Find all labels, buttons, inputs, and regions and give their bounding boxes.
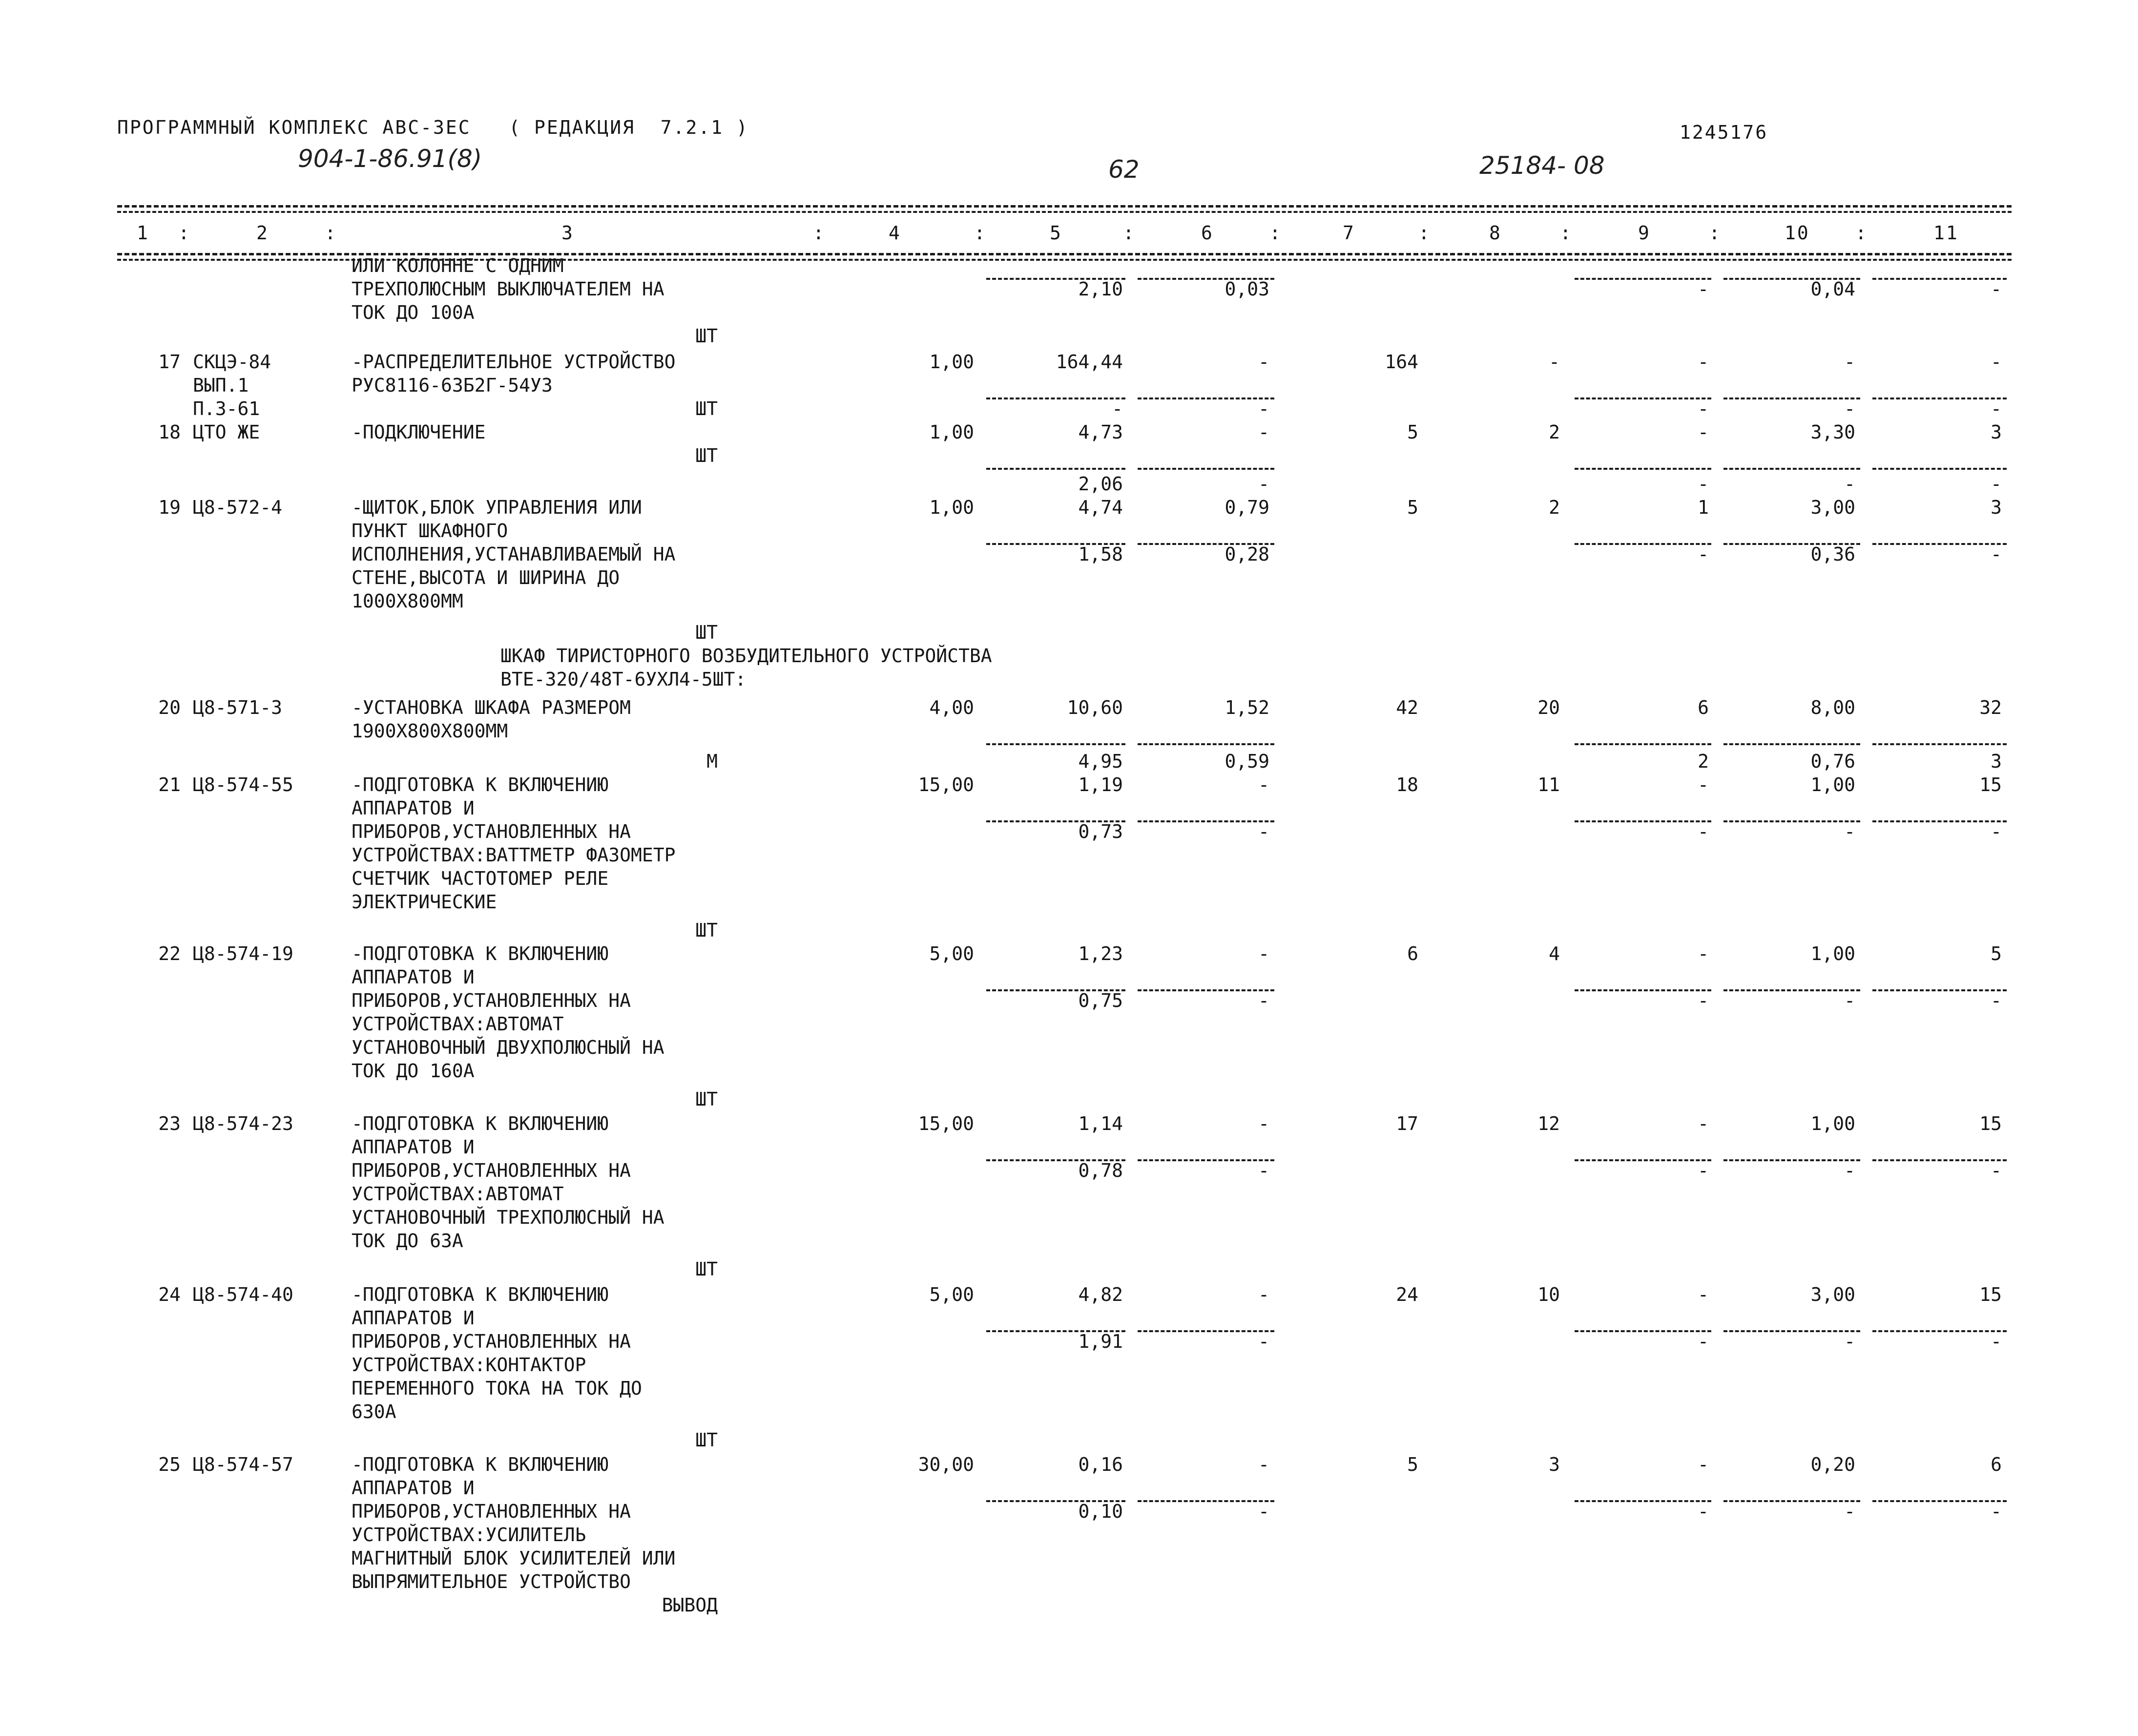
cell-c11: - bbox=[1991, 473, 2002, 495]
cell-c11: 15 bbox=[1979, 1113, 2002, 1134]
column-number: 1 bbox=[137, 222, 149, 244]
column-separator: : bbox=[325, 222, 337, 244]
cell-c11: - bbox=[1991, 1331, 2002, 1352]
cell-c1: 23 bbox=[158, 1113, 181, 1134]
cell-c11: - bbox=[1991, 278, 2002, 300]
cell-c1: 19 bbox=[158, 497, 181, 518]
cell-c11: - bbox=[1991, 1160, 2002, 1181]
cell-c5: 1,58 bbox=[1078, 544, 1123, 565]
cell-c3: ПРИБОРОВ,УСТАНОВЛЕННЫХ НА bbox=[352, 1501, 631, 1522]
cell-c3: -ПОДГОТОВКА К ВКЛЮЧЕНИЮ bbox=[352, 774, 609, 795]
cell-c3: 1000Х800ММ bbox=[352, 590, 463, 612]
cell-underline bbox=[1723, 1159, 1860, 1161]
cell-c11: 15 bbox=[1979, 774, 2002, 795]
cell-underline bbox=[1138, 1500, 1274, 1502]
unit-label: ВЫВОД bbox=[662, 1594, 718, 1616]
cell-c4: 5,00 bbox=[929, 1284, 974, 1305]
cell-c9: - bbox=[1698, 421, 1709, 443]
cell-c3: ТОК ДО 63А bbox=[352, 1230, 463, 1252]
cell-c7: 164 bbox=[1385, 351, 1418, 373]
cell-c6: 0,79 bbox=[1225, 497, 1269, 518]
group-heading: ШКАФ ТИРИСТОРНОГО ВОЗБУДИТЕЛЬНОГО УСТРОЙСТВА bbox=[500, 645, 992, 667]
cell-c4: 30,00 bbox=[918, 1454, 974, 1475]
cell-c3: -ПОДГОТОВКА К ВКЛЮЧЕНИЮ bbox=[352, 1284, 609, 1305]
cell-underline bbox=[986, 397, 1125, 399]
cell-c2: Ц8-574-40 bbox=[193, 1284, 293, 1305]
cell-c6: - bbox=[1258, 421, 1269, 443]
cell-c2: ВЫП.1 bbox=[193, 375, 249, 396]
cell-underline bbox=[1723, 989, 1860, 991]
column-number: 9 bbox=[1638, 222, 1651, 244]
column-separator: : bbox=[1855, 222, 1868, 244]
cell-underline bbox=[1575, 397, 1711, 399]
column-separator: : bbox=[1269, 222, 1282, 244]
cell-c2: Ц8-574-57 bbox=[193, 1454, 293, 1475]
cell-underline bbox=[1575, 743, 1711, 745]
cell-underline bbox=[1138, 820, 1274, 822]
cell-c7: 5 bbox=[1407, 1454, 1418, 1475]
cell-c4: 15,00 bbox=[918, 1113, 974, 1134]
cell-c9: 1 bbox=[1698, 497, 1709, 518]
cell-c6: - bbox=[1258, 1331, 1269, 1352]
cell-c5: 4,73 bbox=[1078, 421, 1123, 443]
handwritten-sheet-code: 25184- 08 bbox=[1479, 151, 1605, 180]
cell-c1: 21 bbox=[158, 774, 181, 795]
column-number: 4 bbox=[889, 222, 901, 244]
document-code: 1245176 bbox=[1680, 122, 1768, 143]
unit-label: М bbox=[706, 751, 718, 772]
cell-c3: ПРИБОРОВ,УСТАНОВЛЕННЫХ НА bbox=[352, 990, 631, 1011]
cell-c3: ПРИБОРОВ,УСТАНОВЛЕННЫХ НА bbox=[352, 1160, 631, 1181]
cell-c2: Ц8-571-3 bbox=[193, 697, 283, 718]
cell-c1: 24 bbox=[158, 1284, 181, 1305]
cell-c6: 1,52 bbox=[1225, 697, 1269, 718]
cell-underline bbox=[1138, 743, 1274, 745]
column-number: 2 bbox=[256, 222, 269, 244]
cell-c1: 25 bbox=[158, 1454, 181, 1475]
cell-c3: ВЫПРЯМИТЕЛЬНОЕ УСТРОЙСТВО bbox=[352, 1571, 631, 1592]
cell-c3: -ПОДГОТОВКА К ВКЛЮЧЕНИЮ bbox=[352, 1454, 609, 1475]
cell-c11: 15 bbox=[1979, 1284, 2002, 1305]
cell-c5: 0,75 bbox=[1078, 990, 1123, 1011]
cell-c7: 18 bbox=[1396, 774, 1418, 795]
column-separator: : bbox=[1418, 222, 1431, 244]
unit-label: ШТ bbox=[695, 1088, 718, 1110]
cell-c10: 3,00 bbox=[1810, 1284, 1855, 1305]
cell-underline bbox=[1723, 743, 1860, 745]
cell-c11: - bbox=[1991, 398, 2002, 419]
cell-c11: - bbox=[1991, 544, 2002, 565]
cell-c4: 5,00 bbox=[929, 943, 974, 964]
cell-c7: 5 bbox=[1407, 421, 1418, 443]
cell-c6: - bbox=[1258, 473, 1269, 495]
group-heading: ВТЕ-320/48Т-6УХЛ4-5ШТ: bbox=[500, 669, 747, 690]
cell-c8: 11 bbox=[1537, 774, 1560, 795]
unit-label: ШТ bbox=[695, 1429, 718, 1451]
cell-underline bbox=[1138, 397, 1274, 399]
cell-underline bbox=[1872, 543, 2007, 545]
cell-c3: ТОК ДО 100А bbox=[352, 302, 475, 323]
cell-c3: УСТАНОВОЧНЫЙ ДВУХПОЛЮСНЫЙ НА bbox=[352, 1037, 664, 1058]
cell-c3: СТЕНЕ,ВЫСОТА И ШИРИНА ДО bbox=[352, 567, 620, 588]
cell-c8: - bbox=[1549, 351, 1560, 373]
cell-c6: 0,59 bbox=[1225, 751, 1269, 772]
cell-c8: 2 bbox=[1549, 421, 1560, 443]
cell-c4: 15,00 bbox=[918, 774, 974, 795]
column-number: 3 bbox=[561, 222, 574, 244]
cell-c3: ПРИБОРОВ,УСТАНОВЛЕННЫХ НА bbox=[352, 821, 631, 842]
cell-c2: П.3-61 bbox=[193, 398, 260, 419]
column-number: 8 bbox=[1489, 222, 1502, 244]
cell-c3: АППАРАТОВ И bbox=[352, 1477, 475, 1499]
cell-c1: 20 bbox=[158, 697, 181, 718]
cell-c7: 42 bbox=[1396, 697, 1418, 718]
cell-c3: ТОК ДО 160А bbox=[352, 1060, 475, 1082]
cell-c5: 10,60 bbox=[1067, 697, 1123, 718]
cell-c3: УСТРОЙСТВАХ:ВАТТМЕТР ФАЗОМЕТР bbox=[352, 844, 676, 866]
cell-c6: - bbox=[1258, 398, 1269, 419]
cell-c11: - bbox=[1991, 1501, 2002, 1522]
cell-c3: ПЕРЕМЕННОГО ТОКА НА ТОК ДО bbox=[352, 1378, 642, 1399]
cell-c11: 32 bbox=[1979, 697, 2002, 718]
cell-c9: 6 bbox=[1698, 697, 1709, 718]
cell-c10: - bbox=[1844, 1331, 1855, 1352]
cell-underline bbox=[1575, 989, 1711, 991]
unit-label: ШТ bbox=[695, 622, 718, 643]
cell-c8: 4 bbox=[1549, 943, 1560, 964]
cell-underline bbox=[1723, 468, 1860, 470]
cell-c3: СЧЕТЧИК ЧАСТОТОМЕР РЕЛЕ bbox=[352, 868, 609, 889]
cell-c5: 4,74 bbox=[1078, 497, 1123, 518]
cell-c6: - bbox=[1258, 821, 1269, 842]
cell-c6: - bbox=[1258, 943, 1269, 964]
cell-underline bbox=[1575, 543, 1711, 545]
cell-underline bbox=[1723, 1500, 1860, 1502]
cell-c9: - bbox=[1698, 1501, 1709, 1522]
unit-label: ШТ bbox=[695, 445, 718, 466]
column-number: 10 bbox=[1785, 222, 1810, 244]
cell-c3: 630А bbox=[352, 1401, 396, 1422]
cell-c9: - bbox=[1698, 1284, 1709, 1305]
unit-label: ШТ bbox=[695, 325, 718, 347]
cell-c3: ИСПОЛНЕНИЯ,УСТАНАВЛИВАЕМЫЙ НА bbox=[352, 544, 676, 565]
cell-c6: - bbox=[1258, 1501, 1269, 1522]
cell-c11: 3 bbox=[1991, 751, 2002, 772]
cell-c7: 17 bbox=[1396, 1113, 1418, 1134]
cell-c4: 1,00 bbox=[929, 421, 974, 443]
cell-c9: - bbox=[1698, 351, 1709, 373]
cell-c9: - bbox=[1698, 943, 1709, 964]
column-separator: : bbox=[974, 222, 987, 244]
cell-underline bbox=[1138, 1330, 1274, 1332]
cell-c4: 4,00 bbox=[929, 697, 974, 718]
cell-c8: 20 bbox=[1537, 697, 1560, 718]
cell-c4: 1,00 bbox=[929, 351, 974, 373]
cell-underline bbox=[1138, 989, 1274, 991]
cell-underline bbox=[1723, 820, 1860, 822]
cell-underline bbox=[1138, 468, 1274, 470]
cell-c9: 2 bbox=[1698, 751, 1709, 772]
cell-c3: 1900Х800Х800ММ bbox=[352, 720, 508, 742]
cell-c9: - bbox=[1698, 1454, 1709, 1475]
cell-c3: ТРЕХПОЛЮСНЫМ ВЫКЛЮЧАТЕЛЕМ НА bbox=[352, 278, 664, 300]
cell-c3: -УСТАНОВКА ШКАФА РАЗМЕРОМ bbox=[352, 697, 631, 718]
cell-c5: 2,06 bbox=[1078, 473, 1123, 495]
cell-c3: -РАСПРЕДЕЛИТЕЛЬНОЕ УСТРОЙСТВО bbox=[352, 351, 676, 373]
cell-c10: - bbox=[1844, 473, 1855, 495]
cell-c3: УСТРОЙСТВАХ:УСИЛИТЕЛЬ bbox=[352, 1524, 586, 1546]
cell-c10: - bbox=[1844, 821, 1855, 842]
unit-label: ШТ bbox=[695, 920, 718, 941]
cell-underline bbox=[986, 743, 1125, 745]
cell-c10: 0,36 bbox=[1810, 544, 1855, 565]
cell-c6: 0,03 bbox=[1225, 278, 1269, 300]
cell-c6: - bbox=[1258, 774, 1269, 795]
cell-c3: ПРИБОРОВ,УСТАНОВЛЕННЫХ НА bbox=[352, 1331, 631, 1352]
unit-label: ШТ bbox=[695, 1258, 718, 1280]
cell-c3: -ПОДКЛЮЧЕНИЕ bbox=[352, 421, 486, 443]
cell-underline bbox=[1872, 743, 2007, 745]
cell-c10: 3,00 bbox=[1810, 497, 1855, 518]
header-top-rule bbox=[117, 205, 2012, 208]
cell-c4: 1,00 bbox=[929, 497, 974, 518]
cell-c3: АППАРАТОВ И bbox=[352, 966, 475, 988]
cell-c5: 0,10 bbox=[1078, 1501, 1123, 1522]
cell-c2: Ц8-574-23 bbox=[193, 1113, 293, 1134]
cell-underline bbox=[1872, 1159, 2007, 1161]
cell-c3: УСТРОЙСТВАХ:АВТОМАТ bbox=[352, 1013, 564, 1035]
cell-c7: 5 bbox=[1407, 497, 1418, 518]
cell-c7: 6 bbox=[1407, 943, 1418, 964]
cell-c3: УСТРОЙСТВАХ:АВТОМАТ bbox=[352, 1183, 564, 1205]
cell-c6: - bbox=[1258, 1284, 1269, 1305]
cell-c10: 3,30 bbox=[1810, 421, 1855, 443]
cell-underline bbox=[1575, 1159, 1711, 1161]
cell-c8: 2 bbox=[1549, 497, 1560, 518]
cell-underline bbox=[1872, 278, 2007, 280]
cell-c1: 18 bbox=[158, 421, 181, 443]
cell-c11: 5 bbox=[1991, 943, 2002, 964]
cell-c11: 6 bbox=[1991, 1454, 2002, 1475]
cell-c2: Ц8-572-4 bbox=[193, 497, 283, 518]
column-number: 7 bbox=[1343, 222, 1355, 244]
cell-underline bbox=[1575, 468, 1711, 470]
cell-c1: 22 bbox=[158, 943, 181, 964]
handwritten-page-number: 62 bbox=[1108, 155, 1140, 184]
cell-c6: - bbox=[1258, 1160, 1269, 1181]
cell-c9: - bbox=[1698, 821, 1709, 842]
cell-c10: - bbox=[1844, 351, 1855, 373]
cell-c11: - bbox=[1991, 990, 2002, 1011]
cell-c6: - bbox=[1258, 351, 1269, 373]
cell-underline bbox=[1575, 278, 1711, 280]
cell-c5: 1,19 bbox=[1078, 774, 1123, 795]
cell-c10: 0,76 bbox=[1810, 751, 1855, 772]
cell-c5: 0,16 bbox=[1078, 1454, 1123, 1475]
header-top-rule-2 bbox=[117, 211, 2012, 213]
cell-c9: - bbox=[1698, 473, 1709, 495]
cell-c3: РУС8116-63Б2Г-54У3 bbox=[352, 375, 553, 396]
cell-c3: ЭЛЕКТРИЧЕСКИЕ bbox=[352, 891, 497, 913]
cell-c9: - bbox=[1698, 1331, 1709, 1352]
cell-underline bbox=[986, 468, 1125, 470]
column-number: 5 bbox=[1050, 222, 1062, 244]
cell-c5: 4,95 bbox=[1078, 751, 1123, 772]
cell-c3: ПУНКТ ШКАФНОГО bbox=[352, 520, 508, 542]
cell-c11: - bbox=[1991, 821, 2002, 842]
cell-c10: 1,00 bbox=[1810, 1113, 1855, 1134]
cell-c3: МАГНИТНЫЙ БЛОК УСИЛИТЕЛЕЙ ИЛИ bbox=[352, 1548, 676, 1569]
cell-c6: - bbox=[1258, 1113, 1269, 1134]
cell-c2: Ц8-574-55 bbox=[193, 774, 293, 795]
cell-c10: 0,20 bbox=[1810, 1454, 1855, 1475]
cell-c10: - bbox=[1844, 398, 1855, 419]
cell-c6: - bbox=[1258, 990, 1269, 1011]
cell-c8: 10 bbox=[1537, 1284, 1560, 1305]
column-number: 6 bbox=[1201, 222, 1214, 244]
cell-c3: -ПОДГОТОВКА К ВКЛЮЧЕНИЮ bbox=[352, 1113, 609, 1134]
program-header: ПРОГРАММНЫЙ КОМПЛЕКС АВС-3ЕС ( РЕДАКЦИЯ 7.2.1 ) bbox=[117, 117, 749, 138]
cell-c5: 1,91 bbox=[1078, 1331, 1123, 1352]
cell-c2: Ц8-574-19 bbox=[193, 943, 293, 964]
cell-underline bbox=[1138, 1159, 1274, 1161]
cell-c5: - bbox=[1112, 398, 1123, 419]
cell-c8: 3 bbox=[1549, 1454, 1560, 1475]
cell-c3: ИЛИ КОЛОННЕ С ОДНИМ bbox=[352, 255, 564, 276]
column-separator: : bbox=[178, 222, 191, 244]
cell-c10: - bbox=[1844, 1501, 1855, 1522]
cell-underline bbox=[1872, 820, 2007, 822]
handwritten-project-number: 904-1-86.91(8) bbox=[298, 145, 482, 173]
cell-c9: - bbox=[1698, 544, 1709, 565]
cell-c9: - bbox=[1698, 278, 1709, 300]
cell-c11: 3 bbox=[1991, 497, 2002, 518]
cell-underline bbox=[1872, 1330, 2007, 1332]
cell-c5: 2,10 bbox=[1078, 278, 1123, 300]
cell-c6: - bbox=[1258, 1454, 1269, 1475]
column-separator: : bbox=[1123, 222, 1136, 244]
cell-underline bbox=[1723, 1330, 1860, 1332]
cell-c8: 12 bbox=[1537, 1113, 1560, 1134]
cell-c3: АППАРАТОВ И bbox=[352, 797, 475, 819]
cell-c5: 1,23 bbox=[1078, 943, 1123, 964]
cell-c10: - bbox=[1844, 990, 1855, 1011]
cell-c10: 8,00 bbox=[1810, 697, 1855, 718]
cell-c3: АППАРАТОВ И bbox=[352, 1307, 475, 1329]
cell-c3: УСТАНОВОЧНЫЙ ТРЕХПОЛЮСНЫЙ НА bbox=[352, 1207, 664, 1228]
cell-c2: СКЦЭ-84 bbox=[193, 351, 271, 373]
cell-c5: 0,78 bbox=[1078, 1160, 1123, 1181]
column-number: 11 bbox=[1933, 222, 1959, 244]
cell-c10: 1,00 bbox=[1810, 774, 1855, 795]
cell-underline bbox=[1872, 989, 2007, 991]
cell-underline bbox=[1575, 1500, 1711, 1502]
cell-c5: 0,73 bbox=[1078, 821, 1123, 842]
cell-underline bbox=[1575, 1330, 1711, 1332]
cell-underline bbox=[1872, 468, 2007, 470]
cell-underline bbox=[1872, 397, 2007, 399]
cell-c3: УСТРОЙСТВАХ:КОНТАКТОР bbox=[352, 1354, 586, 1376]
cell-underline bbox=[1723, 397, 1860, 399]
cell-c9: - bbox=[1698, 398, 1709, 419]
cell-c2: ЦТО ЖЕ bbox=[193, 421, 260, 443]
cell-c5: 4,82 bbox=[1078, 1284, 1123, 1305]
cell-c3: АППАРАТОВ И bbox=[352, 1136, 475, 1158]
unit-label: ШТ bbox=[695, 398, 718, 419]
cell-c11: 3 bbox=[1991, 421, 2002, 443]
cell-c10: 0,04 bbox=[1810, 278, 1855, 300]
cell-c9: - bbox=[1698, 774, 1709, 795]
cell-c6: 0,28 bbox=[1225, 544, 1269, 565]
column-separator: : bbox=[813, 222, 826, 244]
cell-c3: -ПОДГОТОВКА К ВКЛЮЧЕНИЮ bbox=[352, 943, 609, 964]
cell-c5: 164,44 bbox=[1056, 351, 1123, 373]
cell-c9: - bbox=[1698, 1113, 1709, 1134]
cell-c7: 24 bbox=[1396, 1284, 1418, 1305]
cell-c9: - bbox=[1698, 990, 1709, 1011]
cell-c5: 1,14 bbox=[1078, 1113, 1123, 1134]
cell-c11: - bbox=[1991, 351, 2002, 373]
cell-c3: -ЩИТОК,БЛОК УПРАВЛЕНИЯ ИЛИ bbox=[352, 497, 642, 518]
cell-c10: 1,00 bbox=[1810, 943, 1855, 964]
cell-c9: - bbox=[1698, 1160, 1709, 1181]
cell-c1: 17 bbox=[158, 351, 181, 373]
cell-c10: - bbox=[1844, 1160, 1855, 1181]
column-separator: : bbox=[1709, 222, 1722, 244]
cell-underline bbox=[1872, 1500, 2007, 1502]
column-separator: : bbox=[1560, 222, 1573, 244]
cell-underline bbox=[1575, 820, 1711, 822]
